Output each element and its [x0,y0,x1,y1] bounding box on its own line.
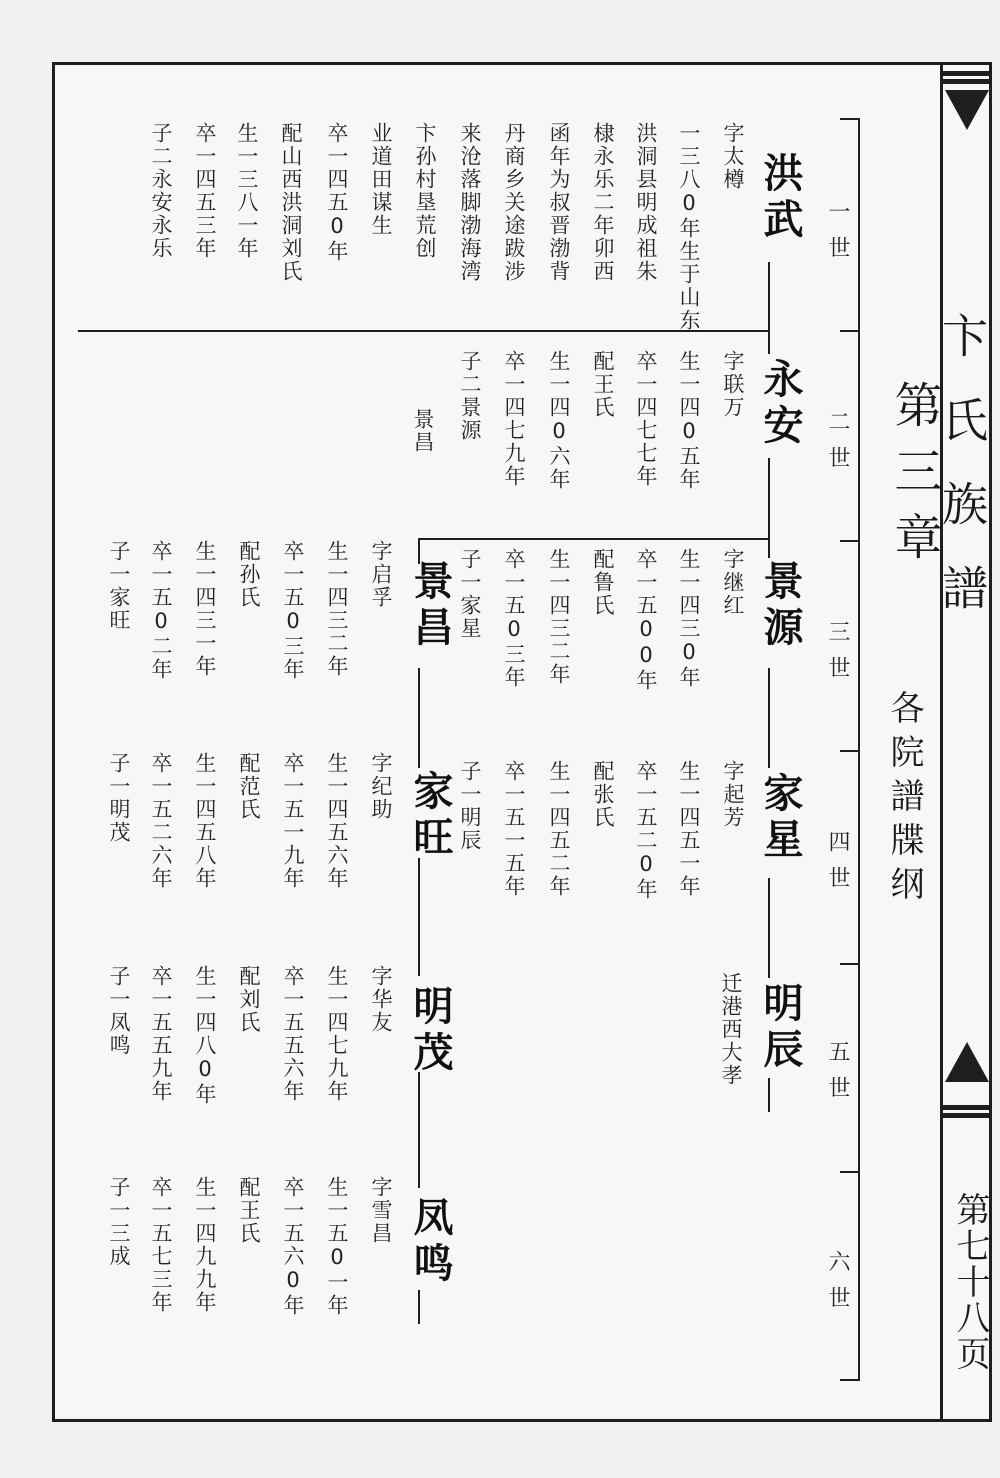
person-note: 生一四三二年 [547,548,571,686]
person-note: 子一家旺 [107,540,131,632]
person-note: 卒一五0二年 [149,540,173,681]
person-note: 生一四八0年 [193,965,217,1106]
person-note: 字太樽 [721,122,745,191]
person-note: 配鲁氏 [591,548,615,617]
person-note: 子一家星 [458,548,482,640]
person-note: 卒一五一九年 [281,752,305,890]
person-note: 景昌 [411,408,435,454]
person-note: 生一三八一年 [235,122,259,260]
person-note: 棣永乐二年卯西 [591,122,615,283]
person-note: 字雪昌 [369,1176,393,1245]
person-name-jiawang: 家旺 [407,770,453,862]
generation-label-5: 五世 [825,1040,850,1112]
person-name-yongan: 永安 [757,358,803,450]
person-note: 生一四五六年 [325,752,349,890]
person-note: 生一四五二年 [547,760,571,898]
person-note: 卒一五0三年 [281,540,305,681]
person-note: 字联万 [721,350,745,419]
person-note: 卒一五二0年 [634,760,658,901]
person-note: 卒一五五六年 [281,965,305,1103]
connector-b5-6 [418,1072,420,1188]
spine [935,62,992,1422]
person-note: 生一四0六年 [547,350,571,491]
spine-top-triangle [945,90,989,130]
connector-b3-4 [418,668,420,768]
person-note: 字华友 [369,965,393,1034]
person-note: 洪洞县明成祖朱 [634,122,658,283]
branch-line [418,538,770,540]
person-name-jiaxing: 家星 [757,772,803,864]
generation-label-2: 二世 [825,410,850,482]
person-note: 生一四0五年 [677,350,701,491]
person-note: 配刘氏 [237,965,261,1034]
connector-b6-end [418,1290,420,1324]
person-name-mingchen: 明辰 [757,982,803,1074]
person-note: 配范氏 [237,752,261,821]
person-note: 字启孚 [369,540,393,609]
person-note: 卞孙村垦荒创 [413,122,437,260]
generation-label-1: 一世 [825,200,850,272]
person-note: 一三八0年生于山东 [677,122,701,332]
connector-4-5 [768,878,770,978]
person-note: 卒一五0三年 [502,548,526,689]
person-note: 卒一五六0年 [281,1176,305,1317]
person-note: 生一四九九年 [193,1176,217,1314]
person-note: 子一明辰 [458,760,482,852]
connector-1-2 [768,262,770,354]
spine-bottom-triangle [945,1042,989,1082]
person-note: 子二永安永乐 [149,122,173,260]
connector-3-4 [768,668,770,768]
connector-b4-5 [418,858,420,976]
person-note: 卒一五七三年 [149,1176,173,1314]
person-note: 配孙氏 [237,540,261,609]
person-note: 配山西洪洞刘氏 [279,122,303,283]
connector-2-3 [768,458,770,558]
person-name-mingmao: 明茂 [407,985,453,1077]
person-note: 生一五0一年 [325,1176,349,1317]
generation-label-6: 六世 [825,1250,850,1322]
person-note: 丹商乡关途跋涉 [502,122,526,283]
person-name-jingchang: 景昌 [407,560,453,652]
chapter-title: 第三章 [886,380,942,578]
person-note: 卒一四五0年 [325,122,349,263]
person-note: 生一四七九年 [325,965,349,1103]
person-note: 卒一四七九年 [502,350,526,488]
person-note: 配张氏 [591,760,615,829]
person-note: 字继红 [721,548,745,617]
person-note: 生一四三0年 [677,548,701,689]
person-note: 卒一五五九年 [149,965,173,1103]
person-note: 生一四三一年 [193,540,217,678]
person-note: 业道田谋生 [369,122,393,237]
generation-label-3: 三世 [825,620,850,692]
person-note: 配王氏 [591,350,615,419]
person-name-jingyuan: 景源 [757,560,803,652]
person-note: 字纪助 [369,752,393,821]
generation-label-4: 四世 [825,830,850,902]
person-note: 卒一五一五年 [502,760,526,898]
divider-gen1 [78,330,770,332]
person-note: 来沧落脚渤海湾 [458,122,482,283]
person-name-fengming: 凤鸣 [407,1196,453,1288]
chapter-subtitle: 各院譜牒纲 [884,690,924,910]
book-title: 卞氏族譜 [935,312,989,648]
spine-top-bars [943,68,992,86]
person-note: 子一凤鸣 [107,965,131,1057]
person-note: 函年为叔晋渤背 [547,122,571,283]
person-name-hongwu: 洪武 [757,152,803,244]
person-note: 字起芳 [721,760,745,829]
person-note: 子一三成 [107,1176,131,1268]
connector-5-end [768,1078,770,1112]
person-note: 子二景源 [458,350,482,442]
person-note: 生一四三二年 [325,540,349,678]
person-note: 卒一四七七年 [634,350,658,488]
person-note: 迁港西大孝 [719,972,743,1087]
person-note: 生一四五八年 [193,752,217,890]
person-note: 子一明茂 [107,752,131,844]
person-note: 卒一四五三年 [193,122,217,260]
person-note: 配王氏 [237,1176,261,1245]
spine-bottom-bars [943,1102,992,1120]
person-note: 卒一五00年 [634,548,658,692]
person-note: 生一四五一年 [677,760,701,898]
page-number: 第七十八页 [950,1192,990,1372]
person-note: 卒一五二六年 [149,752,173,890]
